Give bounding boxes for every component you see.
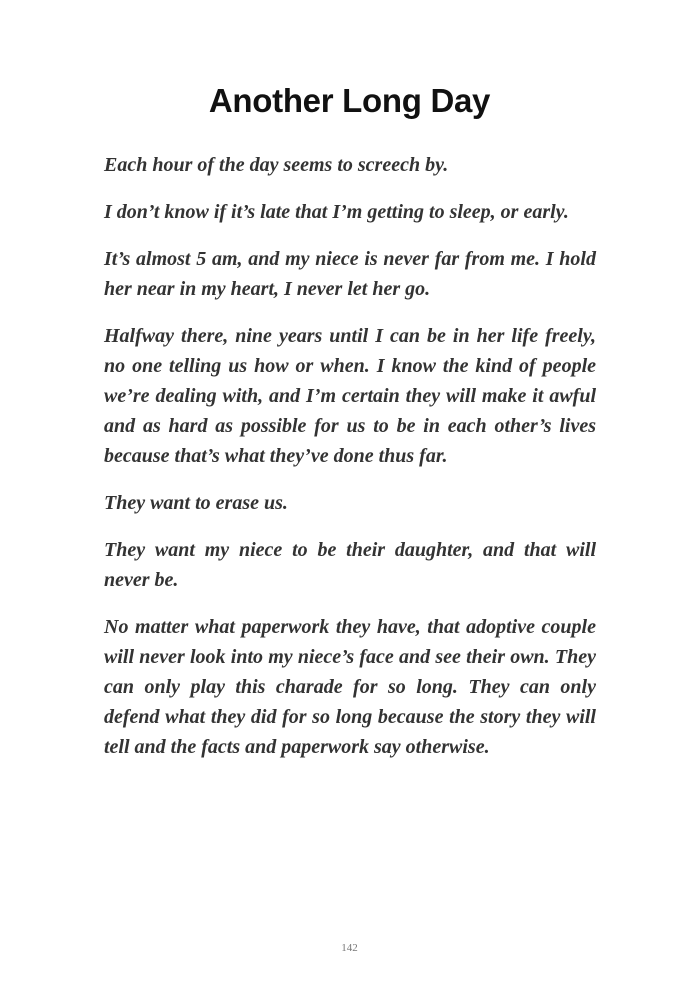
paragraph: I don’t know if it’s late that I’m getting to sleep, or early. xyxy=(104,201,569,223)
chapter-title: Another Long Day xyxy=(208,82,491,119)
paragraph: It’s almost 5 am, and my niece is never far from me. I hold her near in my heart, I never let her go. xyxy=(104,248,596,300)
paragraph: Each hour of the day seems to screech by. xyxy=(104,154,449,176)
paragraph: Halfway there, nine years until I can be in her life freely, no one telling us how or when. I know the kind of people we’re dealing with, and I’m certain they will make it awful and as hard as possible for us to be in each other’s lives because that’s what they’ve done thus far. xyxy=(104,325,596,467)
page-number: 142 xyxy=(341,942,358,954)
paragraph: No matter what paperwork they have, that adoptive couple will never look into my niece’s face and see their own. They can only play this charade for so long. They can only defend what they did for so long because the story they will tell and the facts and paperwork say otherwise. xyxy=(104,616,596,758)
paragraph: They want my niece to be their daughter, and that will never be. xyxy=(104,539,596,591)
chapter-body xyxy=(104,150,596,779)
paragraph: They want to erase us. xyxy=(104,492,288,514)
